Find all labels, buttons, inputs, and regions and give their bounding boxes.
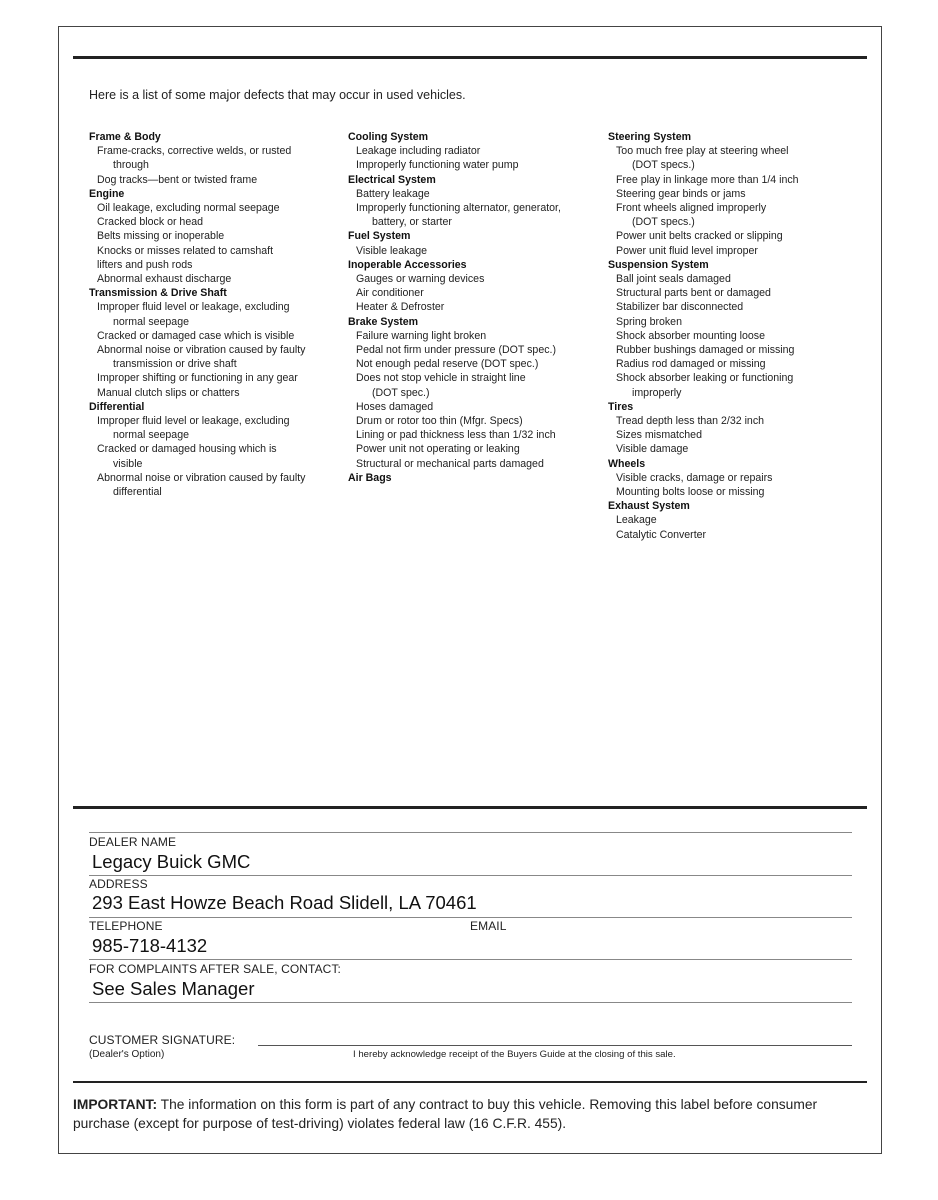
dealer-name-label: DEALER NAME: [89, 835, 177, 849]
defect-item: Dog tracks—bent or twisted frame: [97, 173, 258, 186]
middle-rule: [73, 806, 867, 809]
defect-item: Structural parts bent or damaged: [616, 287, 771, 300]
defect-item: Radius rod damaged or missing: [616, 358, 766, 371]
defect-item: Rubber bushings damaged or missing: [616, 344, 795, 357]
defect-item: Ball joint seals damaged: [616, 273, 731, 286]
defect-group-heading: Fuel System: [348, 230, 411, 243]
defect-item: (DOT specs.): [632, 216, 695, 229]
email-label: EMAIL: [470, 919, 507, 933]
defect-item: visible: [113, 457, 143, 470]
defect-group: [348, 315, 598, 471]
defect-item: Mounting bolts loose or missing: [616, 486, 765, 499]
defect-item: Heater & Defroster: [356, 301, 445, 314]
defect-item: Not enough pedal reserve (DOT spec.): [356, 358, 539, 371]
defect-item: differential: [113, 486, 162, 499]
defect-item: Pedal not firm under pressure (DOT spec.): [356, 344, 556, 357]
field-line: [89, 959, 852, 960]
defect-item: Stabilizer bar disconnected: [616, 301, 744, 314]
defect-group: [608, 457, 858, 500]
defect-item: Cracked block or head: [97, 216, 203, 229]
defect-item: Visible leakage: [356, 244, 428, 257]
bottom-rule: [73, 1081, 867, 1083]
field-line: [89, 917, 852, 918]
defect-item: Leakage: [616, 514, 657, 527]
defect-item: Frame-cracks, corrective welds, or rusted: [97, 145, 292, 158]
defect-group-heading: Suspension System: [608, 258, 709, 271]
defects-column-3: [608, 130, 858, 542]
defect-item: battery, or starter: [372, 216, 452, 229]
defect-item: Drum or rotor too thin (Mfgr. Specs): [356, 415, 523, 428]
defect-group: [348, 229, 598, 257]
defect-item: Power unit fluid level improper: [616, 244, 758, 257]
telephone-value[interactable]: 985-718-4132: [92, 935, 208, 956]
field-line: [89, 875, 852, 876]
field-line: [89, 832, 852, 833]
defect-group-heading: Engine: [89, 187, 125, 200]
defect-item: Belts missing or inoperable: [97, 230, 225, 243]
defect-item: Cracked or damaged housing which is: [97, 443, 277, 456]
defect-item: normal seepage: [113, 315, 189, 328]
defect-item: Spring broken: [616, 315, 682, 328]
important-text: The information on this form is part of any contract to buy this vehicle. Removing this label before consumer purchase (except for purpose of test-driving) violates federal law (16 C.F.R. 455).: [73, 1097, 818, 1131]
defect-group: [608, 130, 858, 258]
defect-item: transmission or drive shaft: [113, 358, 237, 371]
top-rule: [73, 56, 867, 59]
defect-item: Improperly functioning water pump: [356, 159, 519, 172]
signature-label: CUSTOMER SIGNATURE:: [89, 1033, 236, 1047]
defect-group: [608, 258, 858, 400]
defect-group-heading: Brake System: [348, 315, 419, 328]
defect-group: [348, 471, 598, 485]
defect-item: through: [113, 159, 149, 172]
defect-item: Failure warning light broken: [356, 329, 487, 342]
defect-group: [348, 173, 598, 230]
defect-item: Tread depth less than 2/32 inch: [616, 415, 765, 428]
defect-item: Power unit belts cracked or slipping: [616, 230, 783, 243]
defect-item: Visible cracks, damage or repairs: [616, 471, 773, 484]
defect-group-heading: Electrical System: [348, 173, 436, 186]
complaints-label: FOR COMPLAINTS AFTER SALE, CONTACT:: [89, 962, 341, 976]
defect-item: Front wheels aligned improperly: [616, 202, 767, 215]
defects-column-2: [348, 130, 598, 485]
defect-group: [608, 499, 858, 542]
defect-item: Power unit not operating or leaking: [356, 443, 520, 456]
address-value[interactable]: 293 East Howze Beach Road Slidell, LA 70461: [92, 892, 477, 913]
defects-column-1: [89, 130, 339, 499]
defect-item: (DOT specs.): [632, 159, 695, 172]
defect-item: Catalytic Converter: [616, 528, 707, 541]
important-notice: [73, 1095, 853, 1133]
defect-item: Gauges or warning devices: [356, 273, 485, 286]
defect-group: [89, 400, 339, 499]
defect-group-heading: Cooling System: [348, 131, 429, 143]
important-lead: IMPORTANT:: [73, 1097, 158, 1112]
defect-group: [89, 187, 339, 286]
defect-item: Improper shifting or functioning in any gear: [97, 372, 298, 385]
defect-item: Hoses damaged: [356, 400, 434, 413]
defect-item: Does not stop vehicle in straight line: [356, 372, 526, 385]
field-line: [89, 1002, 852, 1003]
defect-item: Improper fluid level or leakage, excluding: [97, 301, 290, 314]
defect-group-heading: Wheels: [608, 457, 646, 470]
defect-item: Shock absorber mounting loose: [616, 329, 765, 342]
defect-item: Knocks or misses related to camshaft: [97, 244, 274, 257]
defect-group-heading: Inoperable Accessories: [348, 258, 467, 271]
defect-item: Oil leakage, excluding normal seepage: [97, 202, 280, 215]
defect-item: Abnormal noise or vibration caused by faulty: [97, 471, 306, 484]
defect-item: Air conditioner: [356, 287, 424, 300]
defect-group-heading: Steering System: [608, 131, 692, 143]
defect-item: Leakage including radiator: [356, 145, 481, 158]
defect-group-heading: Tires: [608, 400, 634, 413]
defect-item: Manual clutch slips or chatters: [97, 386, 240, 399]
dealer-option-text: (Dealer's Option): [89, 1049, 165, 1060]
telephone-label: TELEPHONE: [89, 919, 163, 933]
defect-item: Too much free play at steering wheel: [616, 145, 789, 158]
defect-group-heading: Air Bags: [348, 471, 392, 484]
defect-item: lifters and push rods: [97, 258, 193, 271]
defect-item: Structural or mechanical parts damaged: [356, 457, 544, 470]
defect-group: [608, 400, 858, 457]
defect-group: [348, 130, 598, 173]
defect-item: Steering gear binds or jams: [616, 187, 746, 200]
acknowledge-text: I hereby acknowledge receipt of the Buyers Guide at the closing of this sale.: [353, 1049, 676, 1060]
defect-group-heading: Transmission & Drive Shaft: [89, 287, 227, 300]
dealer-name-value[interactable]: Legacy Buick GMC: [92, 851, 251, 872]
defect-item: Sizes mismatched: [616, 429, 702, 442]
defect-item: Abnormal exhaust discharge: [97, 273, 232, 286]
address-label: ADDRESS: [89, 877, 148, 891]
defect-group: [348, 258, 598, 315]
defect-item: Abnormal noise or vibration caused by faulty: [97, 344, 306, 357]
complaints-contact-value[interactable]: See Sales Manager: [92, 978, 255, 999]
defect-item: Improperly functioning alternator, generator,: [356, 202, 561, 215]
defect-item: improperly: [632, 386, 682, 399]
defect-group-heading: Differential: [89, 400, 145, 413]
defect-item: Improper fluid level or leakage, excluding: [97, 415, 290, 428]
defect-item: Visible damage: [616, 443, 689, 456]
defect-group-heading: Exhaust System: [608, 500, 690, 513]
defect-item: Battery leakage: [356, 187, 430, 200]
defect-item: Free play in linkage more than 1/4 inch: [616, 173, 799, 186]
intro-text: Here is a list of some major defects that may occur in used vehicles.: [89, 88, 466, 102]
defect-item: (DOT spec.): [372, 386, 430, 399]
defect-item: Cracked or damaged case which is visible: [97, 329, 295, 342]
defect-group: [89, 130, 339, 187]
defect-item: Shock absorber leaking or functioning: [616, 372, 794, 385]
signature-line[interactable]: [258, 1045, 852, 1046]
defect-item: Lining or pad thickness less than 1/32 inch: [356, 429, 556, 442]
defect-group: [89, 286, 339, 400]
defect-group-heading: Frame & Body: [89, 131, 161, 143]
defect-item: normal seepage: [113, 429, 189, 442]
